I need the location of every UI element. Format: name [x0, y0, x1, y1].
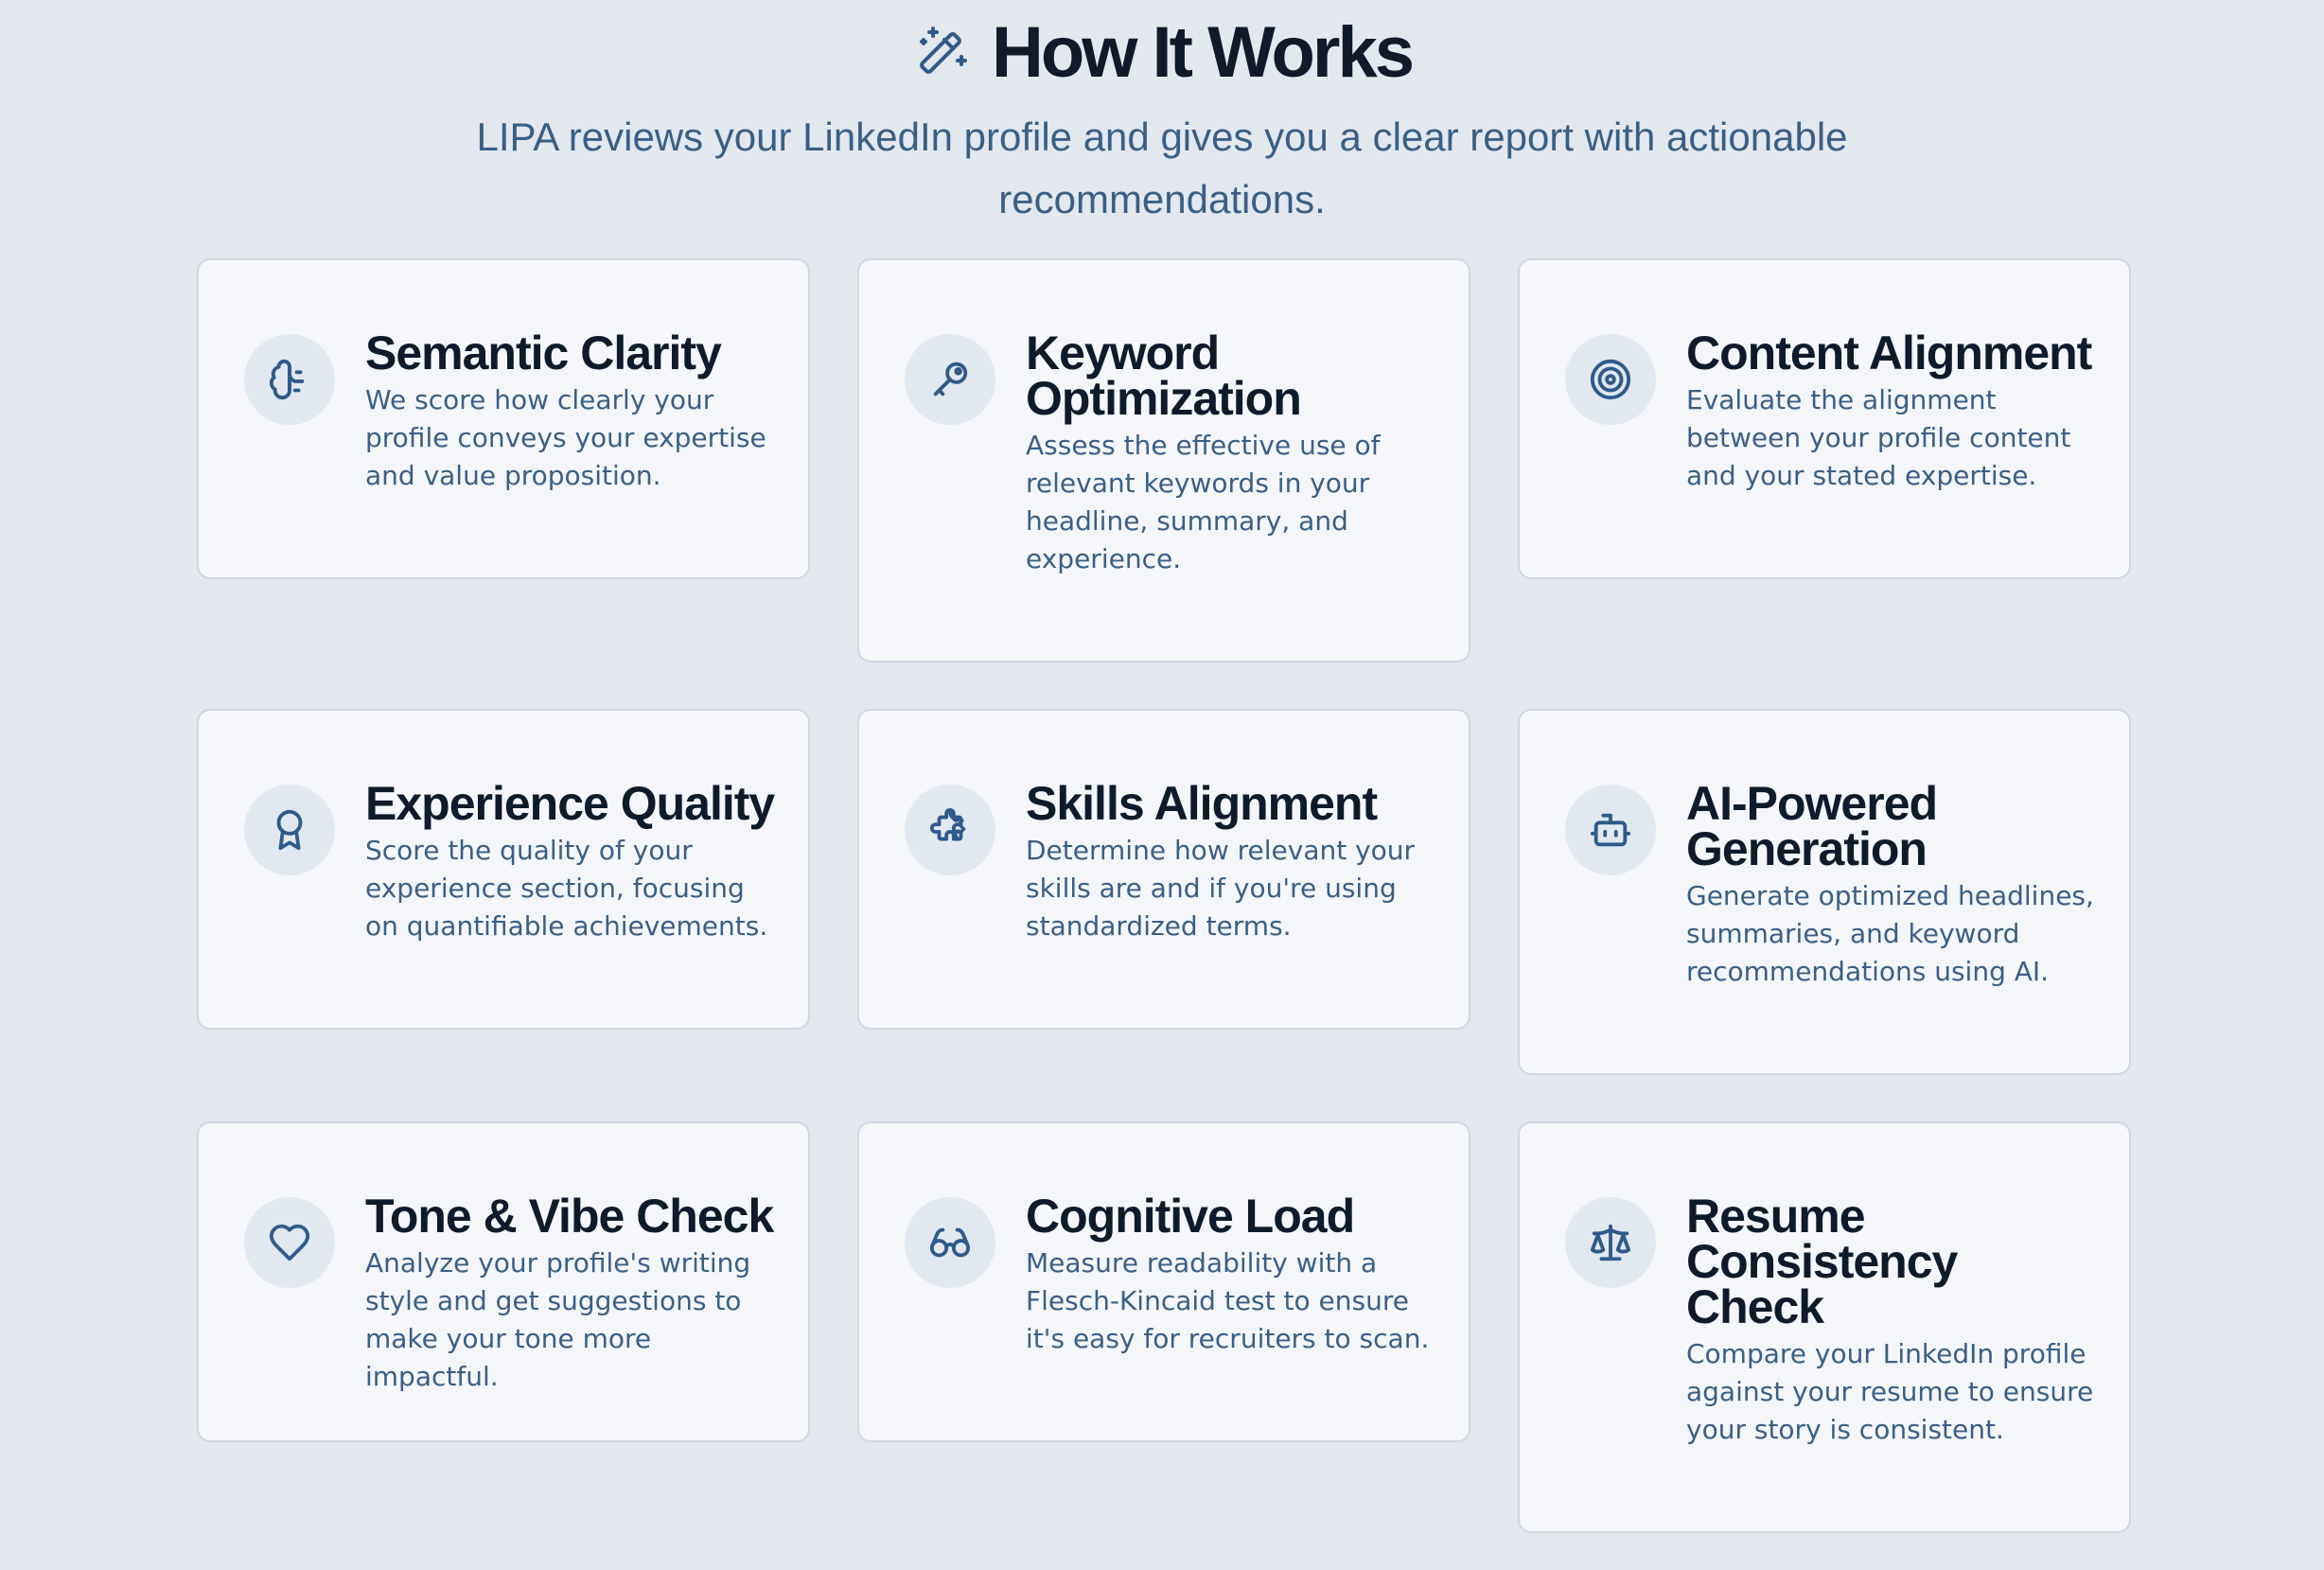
- feature-card-experience-quality: [197, 709, 810, 1030]
- card-description: Evaluate the alignment between your profile content and your stated expertise.: [1686, 384, 2071, 491]
- card-title: Experience Quality: [365, 777, 775, 830]
- card-body: [365, 1190, 782, 1396]
- card-icon-circle: [905, 334, 995, 425]
- heart-icon: [268, 1221, 311, 1264]
- feature-card-skills-alignment: [857, 709, 1470, 1030]
- feature-card-content-alignment: [1518, 258, 2131, 579]
- brain-icon: [268, 358, 311, 401]
- card-icon-circle: [244, 1197, 335, 1288]
- award-icon: [268, 808, 311, 852]
- page-subtitle: LIPA reviews your LinkedIn profile and gives you a clear report with actionable recommendations.: [476, 115, 1848, 221]
- card-description: Analyze your profile's writing style and get suggestions to make your tone more impactful.: [365, 1247, 751, 1392]
- card-description: Compare your LinkedIn profile against your resume to ensure your story is consistent.: [1686, 1338, 2094, 1445]
- card-body: [365, 777, 782, 945]
- card-description: Score the quality of your experience section, focusing on quantifiable achievements.: [365, 835, 768, 942]
- magic-wand-icon: [912, 23, 973, 83]
- card-body: [1686, 1190, 2103, 1449]
- card-title: AI-Powered Generation: [1686, 777, 1938, 875]
- feature-card-ai-powered-generation: [1518, 709, 2131, 1075]
- key-icon: [928, 358, 972, 401]
- card-body: [1026, 326, 1442, 578]
- title-row: [0, 13, 2324, 93]
- card-icon-circle: [244, 785, 335, 875]
- card-icon-circle: [244, 334, 335, 425]
- target-icon: [1589, 358, 1632, 401]
- card-description: Assess the effective use of relevant keywords in your headline, summary, and experience.: [1026, 430, 1381, 574]
- feature-card-tone-vibe-check: [197, 1121, 810, 1442]
- card-title: Cognitive Load: [1026, 1190, 1355, 1243]
- card-description: Measure readability with a Flesch-Kincaid test to ensure it's easy for recruiters to scan.: [1026, 1247, 1430, 1354]
- feature-card-cognitive-load: [857, 1121, 1470, 1442]
- card-icon-circle: [905, 785, 995, 875]
- card-title: Content Alignment: [1686, 326, 2092, 379]
- card-description: Generate optimized headlines, summaries, and keyword recommendations using AI.: [1686, 880, 2094, 987]
- card-description: We score how clearly your profile conveys your expertise and value proposition.: [365, 384, 766, 491]
- card-body: [1026, 1190, 1442, 1358]
- robot-icon: [1589, 808, 1632, 852]
- feature-card-resume-consistency-check: [1518, 1121, 2131, 1533]
- card-icon-circle: [1565, 785, 1656, 875]
- card-body: [1026, 777, 1442, 945]
- card-title: Skills Alignment: [1026, 777, 1378, 830]
- card-icon-circle: [1565, 334, 1656, 425]
- card-title: Semantic Clarity: [365, 326, 721, 379]
- feature-card-semantic-clarity: [197, 258, 810, 579]
- card-title: Tone & Vibe Check: [365, 1190, 774, 1243]
- card-body: [365, 326, 782, 495]
- card-icon-circle: [905, 1197, 995, 1288]
- scale-icon: [1589, 1221, 1632, 1264]
- feature-card-keyword-optimization: [857, 258, 1470, 662]
- card-body: [1686, 326, 2103, 495]
- card-description: Determine how relevant your skills are and if you're using standardized terms.: [1026, 835, 1416, 942]
- puzzle-icon: [928, 808, 972, 852]
- card-icon-circle: [1565, 1197, 1656, 1288]
- glasses-icon: [928, 1221, 972, 1264]
- card-body: [1686, 777, 2103, 991]
- card-title: Keyword Optimization: [1026, 326, 1301, 425]
- page-title: How It Works: [992, 12, 1412, 93]
- card-title: Resume Consistency Check: [1686, 1190, 1958, 1333]
